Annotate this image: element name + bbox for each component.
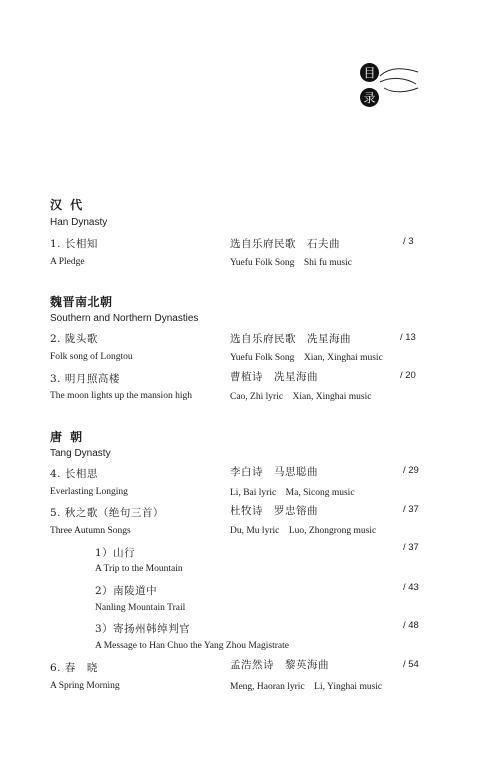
entry-credit-en: Cao, Zhi lyric Xian, Xinghai music [230, 392, 372, 402]
entry-title-en: Three Autumn Songs [50, 526, 131, 536]
subentry-title-zh: 3）寄扬州韩绰判官 [95, 623, 191, 635]
subentry-title-zh: 2）南陵道中 [95, 585, 158, 597]
subentry-title-en: Nanling Mountain Trail [95, 603, 186, 613]
subentry-page: / 48 [403, 620, 419, 631]
entry-title-zh: 1. 长相知 [50, 238, 98, 250]
entry-credit-zh: 曹植诗 冼星海曲 [230, 371, 318, 383]
emblem-char-top: 目 [360, 63, 379, 82]
entry-title-zh: 2. 陇头歌 [50, 333, 98, 345]
entry-credit-zh: 杜牧诗 罗忠镕曲 [230, 505, 318, 517]
entry-page: / 54 [403, 659, 419, 670]
subentry-title-zh: 1）山行 [95, 547, 136, 559]
entry-page: / 29 [403, 465, 419, 476]
emblem-swirl-icon [378, 66, 420, 98]
entry-title-en: Everlasting Longing [50, 487, 128, 497]
section-title-en: Han Dynasty [50, 217, 108, 228]
emblem-char-bottom: 录 [360, 88, 379, 107]
entry-title-zh: 6. 春 晓 [50, 662, 98, 674]
entry-page: / 37 [403, 504, 419, 515]
entry-page: / 20 [400, 370, 416, 381]
subentry-page: / 43 [403, 582, 419, 593]
entry-title-en: Folk song of Longtou [50, 352, 133, 362]
entry-title-zh: 3. 明月照高楼 [50, 373, 120, 385]
entry-credit-en: Li, Bai lyric Ma, Sicong music [230, 488, 355, 498]
entry-credit-zh: 选自乐府民歌 冼星海曲 [230, 333, 351, 345]
entry-credit-en: Meng, Haoran lyric Li, Yinghai music [230, 682, 383, 692]
section-title-zh: 魏晋南北朝 [50, 295, 113, 309]
section-title-en: Southern and Northern Dynasties [50, 313, 199, 324]
entry-page: / 3 [403, 236, 414, 247]
entry-credit-zh: 选自乐府民歌 石夫曲 [230, 238, 340, 250]
entry-title-zh: 5. 秋之歌（绝句三首） [50, 507, 164, 519]
entry-credit-en: Yuefu Folk Song Shi fu music [230, 258, 352, 268]
entry-credit-en: Du, Mu lyric Luo, Zhongrong music [230, 526, 377, 536]
entry-title-en: The moon lights up the mansion high [50, 391, 192, 401]
entry-page: / 13 [400, 332, 416, 343]
entry-title-en: A Spring Morning [50, 681, 120, 691]
section-title-zh: 唐 朝 [50, 430, 85, 444]
section-title-en: Tang Dynasty [50, 448, 111, 459]
entry-title-zh: 4. 长相思 [50, 468, 98, 480]
entry-credit-en: Yuefu Folk Song Xian, Xinghai music [230, 353, 383, 363]
entry-title-en: A Pledge [50, 257, 85, 267]
entry-credit-zh: 李白诗 马思聪曲 [230, 466, 318, 478]
section-title-zh: 汉 代 [50, 198, 85, 212]
entry-credit-zh: 孟浩然诗 黎英海曲 [230, 659, 329, 671]
subentry-title-en: A Trip to the Mountain [95, 564, 183, 574]
subentry-title-en: A Message to Han Chuo the Yang Zhou Magistrate [95, 641, 289, 651]
subentry-page: / 37 [403, 542, 419, 553]
